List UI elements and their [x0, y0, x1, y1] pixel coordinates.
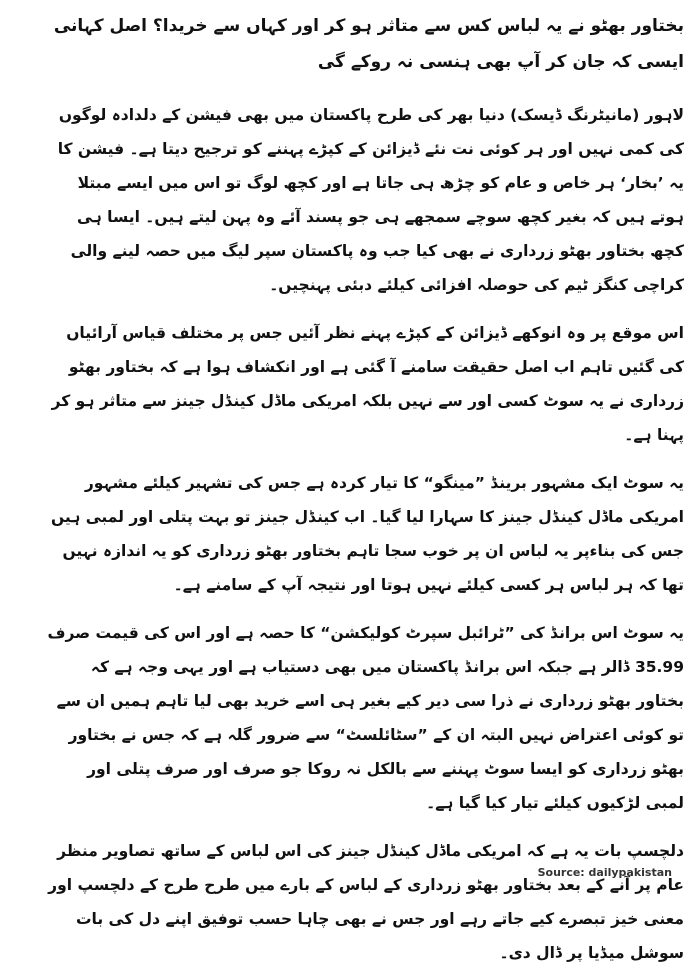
article-paragraph-1: لاہور (مانیٹرنگ ڈیسک) دنیا بھر کی طرح پاکستان میں بھی فیشن کے دلدادہ لوگوں کی کمی نہیں اور ہر کوئی نت نئے ڈیزائن کے کپڑے پہننے کو ترجیح دیتا ہے۔ فیشن کا یہ ’بخار‘ ہر خاص و عام کو چڑھ ہی جاتا ہے اور کچھ لوگ تو اس میں ایسے مبتلا ہوتے ہیں کہ بغیر کچھ سوچے سمجھے ہی جو پسند آئے وہ پہن لیتے ہیں۔ ایسا ہی کچھ بختاور بھٹو زرداری نے بھی کیا جب وہ پاکستان سپر لیگ میں حصہ لینے والی کراچی کنگز ٹیم کی حوصلہ افزائی کیلئے دبئی پہنچیں۔: [57, 106, 684, 294]
article-paragraph-4: یہ سوٹ اس برانڈ کی ”ٹرائبل سپرٹ کولیکشن“ کا حصہ ہے اور اس کی قیمت صرف 35.99 ڈالر ہے جبکہ اس برانڈ پاکستان میں بھی دستیاب ہے اور یہی وجہ ہے کہ بختاور بھٹو زرداری نے ذرا سی دیر کیے بغیر ہی اسے خرید بھی لیا تاہم ہمیں ان سے تو کوئی اعتراض نہیں البتہ ان کے ”سٹائلسٹ“ سے ضرور گلہ ہے کہ جس نے بختاور بھٹو زرداری کو ایسا سوٹ پہننے سے بالکل نہ روکا جو صرف اور صرف پتلی اور لمبی لڑکیوں کیلئے تیار کیا گیا ہے۔: [47, 624, 684, 812]
article-headline: بختاور بھٹو نے یہ لباس کس سے متاثر ہو کر اور کہاں سے خریدا؟ اصل کہانی ایسی کہ جان کر آپ بھی ہنسی نہ روکے گی: [53, 16, 684, 72]
article-paragraph-5: دلچسپ بات یہ ہے کہ امریکی ماڈل کینڈل جینز کی اس لباس کے ساتھ تصاویر منظر عام پر آنے کے بعد بختاور بھٹو زرداری کے لباس کے بارے میں طرح طرح کے دلچسپ اور معنی خیز تبصرے کیے جاتے رہے اور جس نے بھی چاہا حسب توفیق اپنے دل کی بات سوشل میڈیا پر ڈال دی۔: [48, 842, 684, 962]
article-paragraph-3: یہ سوٹ ایک مشہور برینڈ ”مینگو“ کا تیار کردہ ہے جس کی تشہیر کیلئے مشہور امریکی ماڈل کینڈل جینز کا سہارا لیا گیا۔ اب کینڈل جینز تو بہت پتلی اور لمبی ہیں جس کی بناءپر یہ لباس ان پر خوب سجا تاہم بختاور بھٹو زرداری کو یہ اندازہ نہیں تھا کہ ہر لباس ہر کسی کیلئے نہیں ہوتا اور نتیجہ آپ کے سامنے ہے۔: [50, 474, 684, 594]
article-paragraph-2: اس موقع پر وہ انوکھے ڈیزائن کے کپڑے پہنے نظر آئیں جس پر مختلف قیاس آرائیاں کی گئیں تاہم اب اصل حقیقت سامنے آ گئی ہے اور انکشاف ہوا ہے کہ بختاور بھٹو زرداری نے یہ سوٹ کسی اور سے نہیں بلکہ امریکی ماڈل کینڈل جینز سے متاثر ہو کر پہنا ہے۔: [51, 324, 684, 444]
source-credit: Source: dailypakistan: [537, 866, 672, 879]
